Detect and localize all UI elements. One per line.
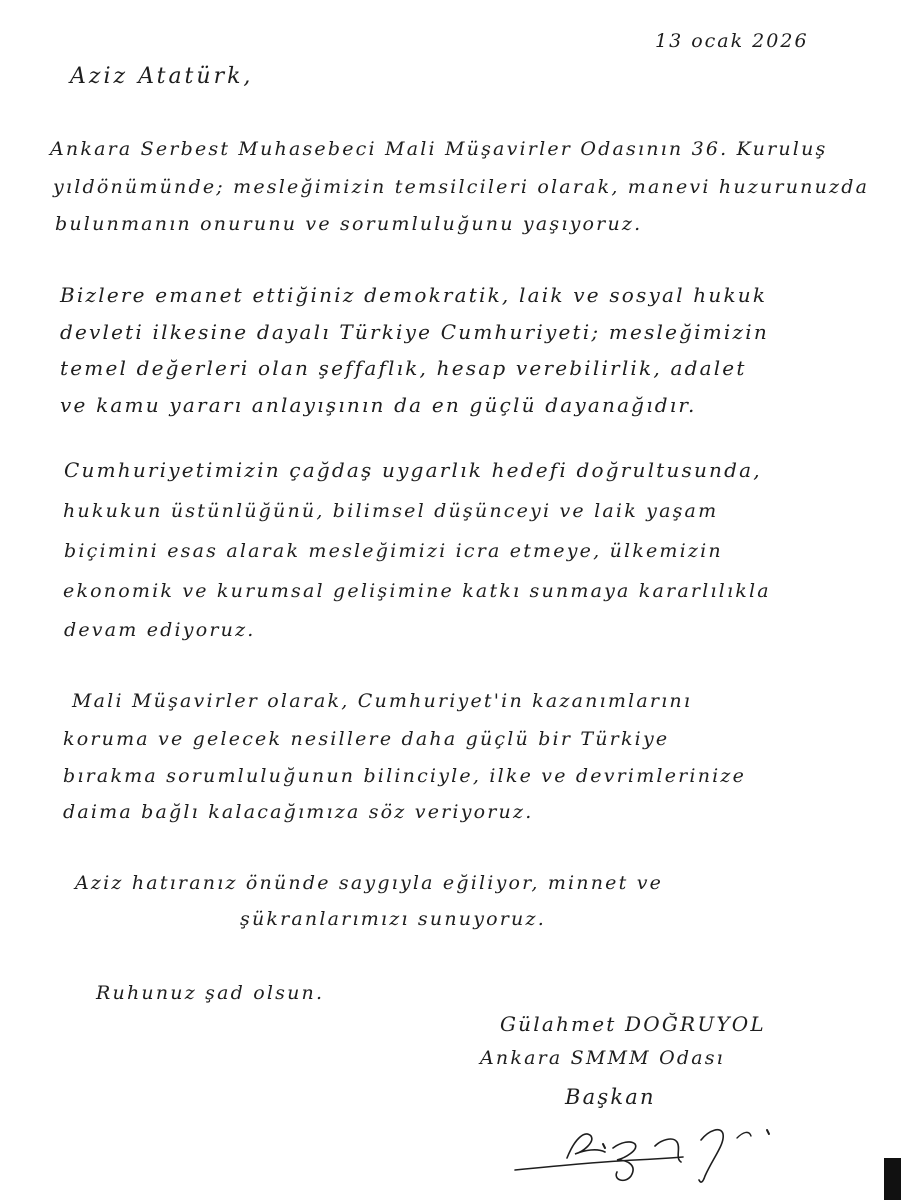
signatory-organization: Ankara SMMM Odası xyxy=(480,1047,725,1069)
paragraph-line: Bizlere emanet ettiğiniz demokratik, laik ve sosyal hukuk xyxy=(60,283,768,307)
letter-date: 13 ocak 2026 xyxy=(655,30,809,52)
paragraph-line: şükranlarımızı sunuyoruz. xyxy=(240,908,546,930)
handwritten-signature xyxy=(505,1118,795,1188)
signatory-title: Başkan xyxy=(565,1085,656,1109)
paragraph-line: ekonomik ve kurumsal gelişimine katkı sunmaya kararlılıkla xyxy=(63,580,771,602)
paragraph-line: Ankara Serbest Muhasebeci Mali Müşavirler Odasının 36. Kuruluş xyxy=(50,138,828,160)
scan-edge-shadow xyxy=(884,1158,901,1200)
paragraph-line: Aziz hatıranız önünde saygıyla eğiliyor, minnet ve xyxy=(75,872,664,894)
paragraph-line: temel değerleri olan şeffaflık, hesap verebilirlik, adalet xyxy=(60,356,747,380)
paragraph-line: biçimini esas alarak mesleğimizi icra etmeye, ülkemizin xyxy=(64,540,723,562)
paragraph-line: devam ediyoruz. xyxy=(64,619,256,641)
paragraph-line: yıldönümünde; mesleğimizin temsilcileri olarak, manevi huzurunuzda xyxy=(53,176,870,198)
paragraph-line: Cumhuriyetimizin çağdaş uygarlık hedefi doğrultusunda, xyxy=(64,458,762,482)
paragraph-line: devleti ilkesine dayalı Türkiye Cumhuriyeti; mesleğimizin xyxy=(60,320,769,344)
paragraph-line: bırakma sorumluluğunun bilinciyle, ilke ve devrimlerinize xyxy=(63,765,747,787)
signatory-name: Gülahmet DOĞRUYOL xyxy=(500,1012,766,1036)
paragraph-line: koruma ve gelecek nesillere daha güçlü bir Türkiye xyxy=(63,728,670,750)
paragraph-line: bulunmanın onurunu ve sorumluluğunu yaşıyoruz. xyxy=(55,213,643,235)
paragraph-line: ve kamu yararı anlayışının da en güçlü dayanağıdır. xyxy=(60,393,697,417)
paragraph-line: hukukun üstünlüğünü, bilimsel düşünceyi ve laik yaşam xyxy=(63,500,719,522)
paragraph-line: Mali Müşavirler olarak, Cumhuriyet'in kazanımlarını xyxy=(72,690,693,712)
closing-line: Ruhunuz şad olsun. xyxy=(96,982,325,1004)
paragraph-line: daima bağlı kalacağımıza söz veriyoruz. xyxy=(63,801,534,823)
salutation: Aziz Atatürk, xyxy=(70,64,254,89)
